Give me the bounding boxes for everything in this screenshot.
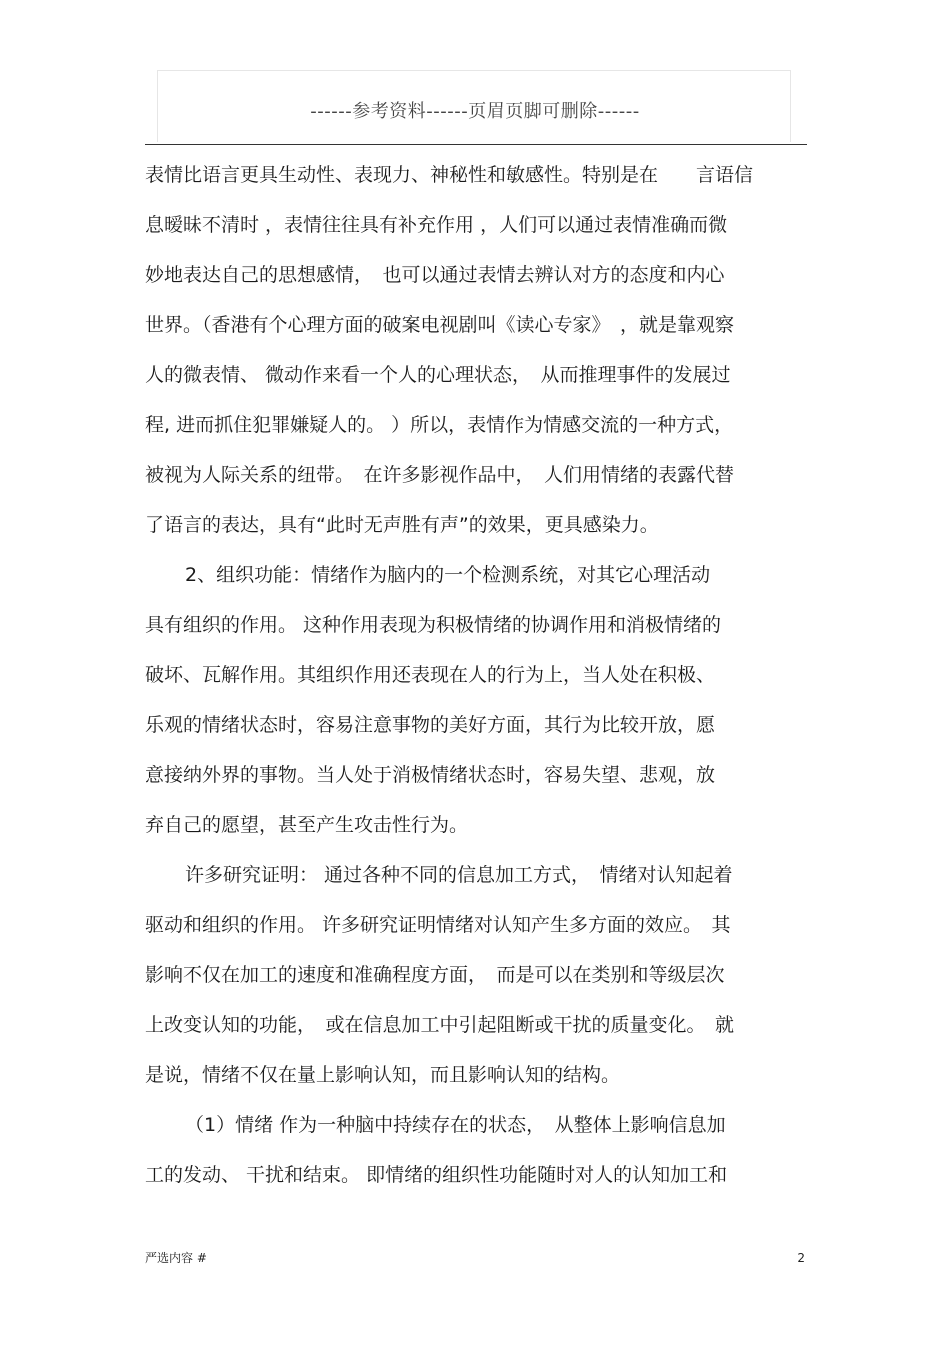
- text-line: 弃自己的愿望，甚至产生攻击性行为。: [145, 814, 469, 836]
- text-line: 许多研究证明： 通过各种不同的信息加工方式， 情绪对认知起着: [185, 864, 733, 886]
- text-line: 影响不仅在加工的速度和准确程度方面， 而是可以在类别和等级层次: [145, 964, 725, 986]
- document-body: [145, 150, 807, 1200]
- text-line: 意接纳外界的事物。当人处于消极情绪状态时，容易失望、悲观，放: [145, 764, 716, 786]
- text-line: 被视为人际关系的纽带。 在许多影视作品中， 人们用情绪的表露代替: [145, 464, 735, 486]
- text-line: 世界。（香港有个心理方面的破案电视剧叫《读心专家》 ，就是靠观察: [145, 314, 735, 336]
- text-line: （1）情绪 作为一种脑中持续存在的状态， 从整体上影响信息加: [185, 1114, 726, 1136]
- text-line: 息暧昧不清时 ，表情往往具有补充作用 ，人们可以通过表情准确而微: [145, 214, 728, 236]
- footer-label: 严选内容 #: [145, 1251, 207, 1265]
- text-line: 驱动和组织的作用。 许多研究证明情绪对认知产生多方面的效应。 其: [145, 914, 731, 936]
- text-line: 是说，情绪不仅在量上影响认知，而且影响认知的结构。: [145, 1064, 621, 1086]
- text-line: 上改变认知的功能， 或在信息加工中引起阻断或干扰的质量变化。 就: [145, 1014, 735, 1036]
- text-line: 表情比语言更具生动性、表现力、神秘性和敏感性。特别是在 言语信: [145, 164, 754, 186]
- text-line: 2、组织功能：情绪作为脑内的一个检测系统，对其它心理活动: [185, 564, 711, 586]
- text-line: 破坏、瓦解作用。其组织作用还表现在人的行为上，当人处在积极、: [145, 664, 716, 686]
- text-line: 具有组织的作用。 这种作用表现为积极情绪的协调作用和消极情绪的: [145, 614, 722, 636]
- page-number: 2: [797, 1251, 805, 1265]
- text-line: 工的发动、 干扰和结束。 即情绪的组织性功能随时对人的认知加工和: [145, 1164, 728, 1186]
- page-header: ------参考资料------页眉页脚可删除------: [310, 101, 640, 122]
- text-line: 程, 进而抓住犯罪嫌疑人的。 ）所以，表情作为情感交流的一种方式，: [145, 414, 734, 436]
- text-line: 乐观的情绪状态时，容易注意事物的美好方面，其行为比较开放，愿: [145, 714, 716, 736]
- text-line: 人的微表情、 微动作来看一个人的心理状态， 从而推理事件的发展过: [145, 364, 731, 386]
- header-divider: [145, 144, 807, 145]
- text-line: 妙地表达自己的思想感情， 也可以通过表情去辨认对方的态度和内心: [145, 264, 725, 286]
- text-line: 了语言的表达，具有“此时无声胜有声”的效果，更具感染力。: [145, 514, 659, 536]
